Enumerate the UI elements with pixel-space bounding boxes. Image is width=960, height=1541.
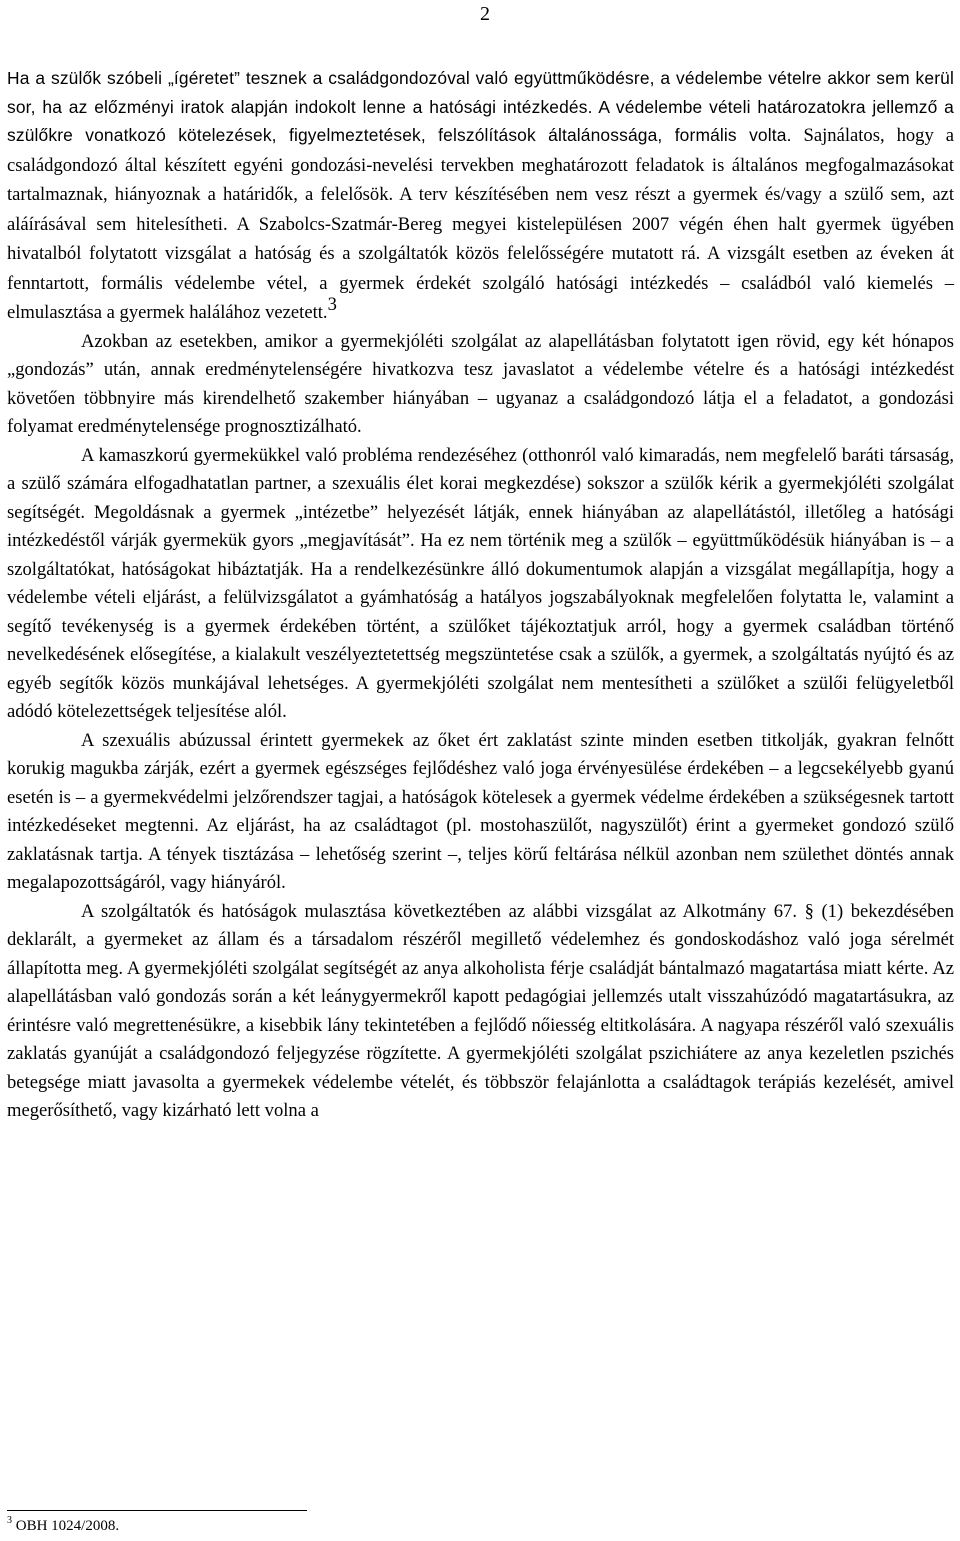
page-number: 2 [480,3,490,25]
paragraph-2: Azokban az esetekben, amikor a gyermekjóléti szolgálat az alapellátásban folytatott igen rövid, egy két hónapos „gondozás” után, annak eredménytelenségére hivatkozva tesz javaslatot a védelembe vételre és a hatósági intézkedést követően többnyire más kirendelhető szakember hiányában – ugyanaz a családgondozó látja el a feladatot, a gondozási folyamat eredménytelensége prognosztizálható. [7,330,954,437]
footnote-number: 3 [7,1515,12,1526]
footnote-divider [7,1510,307,1511]
paragraph-1-sans-text: Ha a szülők szóbeli „ígéretet” tesznek a családgondozóval való együttműködésre, a védelembe vételre akkor sem kerül sor, ha az előzményi iratok alapján indokolt lenne a hatósági intézkedés. A védelembe vételi határozatokra jellemző a szülőkre vonatkozó kötelezések, figyelmeztetések, felszólítások általánossága, formális volta. [7,68,954,145]
footnote [7,1516,119,1536]
paragraph-1-serif-text: Sajnálatos, hogy a családgondozó által készített egyéni gondozási-nevelési tervekben meghatározott feladatok is általános megfogalmazásokat tartalmaznak, hiányoznak a határidők, a felelősök. A terv készítésében nem vesz részt a gyermek és/vagy a szülő sem, azt aláírásával sem hitelesítheti. A Szabolcs-Szatmár-Bereg megyei kistelepülésen 2007 végén éhen halt gyermek ügyében hivatalból folytatott vizsgálat a hatóság és a szolgáltatók közös felelősségére mutatott rá. A vizsgált esetben az éveken át fenntartott, formális védelembe vétel, a gyermek érdekét szolgáló hatósági intézkedés – családból való kiemelés – elmulasztása a gyermek halálához vezetett. [7,125,955,323]
footnote-reference[interactable]: 3 [327,294,337,315]
paragraph-5: A szolgáltatók és hatóságok mulasztása következtében az alábbi vizsgálat az Alkotmány 67. § (1) bekezdésében deklarált, a gyermeket az állam és a társadalom részéről megillető védelemhez és gondoskodáshoz való joga sérelmét állapította meg. A gyermekjóléti szolgálat segítségét az anya alkoholista férje családját bántalmazó magatartása miatt kérte. Az alapellátásban való gondozás során a két leánygyermekről kapott pedagógiai jellemzés utalt visszahúzódó magatartásukra, az érintésre való megrettenésükre, a kisebbik lány tekintetében a fejlődő nőiesség eltitkolására. A nagyapa részéről való szexuális zaklatás gyanúját a családgondozó feljegyzése rögzítette. A gyermekjóléti szolgálat pszichiátere az anya kezeletlen pszichés betegsége miatt javasolta a gyermekek védelembe vételét, és többször felajánlotta a családtagok terápiás kezelését, amivel megerősíthető, vagy kizárható lett volna a [7,900,954,1121]
document-body [7,64,954,1126]
footnote-text: OBH 1024/2008. [15,1518,120,1534]
paragraph-1 [7,64,954,328]
paragraph-4: A szexuális abúzussal érintett gyermekek az őket ért zaklatást szinte minden esetben titkolják, gyakran felnőtt korukig magukba zárják, ezért a gyermek egészséges fejlődéshez való joga érvényesülése érdekében – a legcsekélyebb gyanú esetén is – a gyermekvédelmi jelzőrendszer tagjai, a hatóságok kötelesek a gyermek védelme érdekében a szükségesnek tartott intézkedéseket megtenni. Az eljárást, ha az családtagot (pl. mostohaszülőt, nagyszülőt) érint a gyermeket gondozó szülő zaklatásnak tartja. A tények tisztázása – lehetőség szerint –, teljes körű feltárása nélkül azonban nem születhet döntés annak megalapozottságáról, vagy hiányáról. [7,729,954,893]
paragraph-3: A kamaszkorú gyermekükkel való probléma rendezéséhez (otthonról való kimaradás, nem megfelelő baráti társaság, a szülő számára elfogadhatatlan partner, a szexuális élet korai megkezdése) sokszor a szülők kérik a gyermekjóléti szolgálat segítségét. Megoldásnak a gyermek „intézetbe” helyezését látják, ennek hiányában az alapellátástól, illetőleg a hatósági intézkedéstől várják gyermekük gyors „megjavítását”. Ha ez nem történik meg a szülők – együttműködésük hiányában is – a szolgáltatókat, hatóságokat hibáztatják. Ha a rendelkezésünkre álló dokumentumok alapján a vizsgálat megállapítja, hogy a védelembe vételi eljárást, a felülvizsgálatot a gyámhatóság a hatályos jogszabályoknak megfelelően folytatta le, valamint a segítő tevékenység is a gyermek érdekében történt, a szülőket tájékoztatjuk arról, hogy a gyermek családban történő nevelkedésének elősegítése, a kialakult veszélyeztetettség megszüntetése csak a szülők, a gyermek, a szolgáltatás nyújtó és az egyéb segítők közös munkájával lehetséges. A gyermekjóléti szolgálat nem mentesítheti a szülőket a szülői felügyeletből adódó kötelezettségek teljesítése alól. [7,444,954,722]
